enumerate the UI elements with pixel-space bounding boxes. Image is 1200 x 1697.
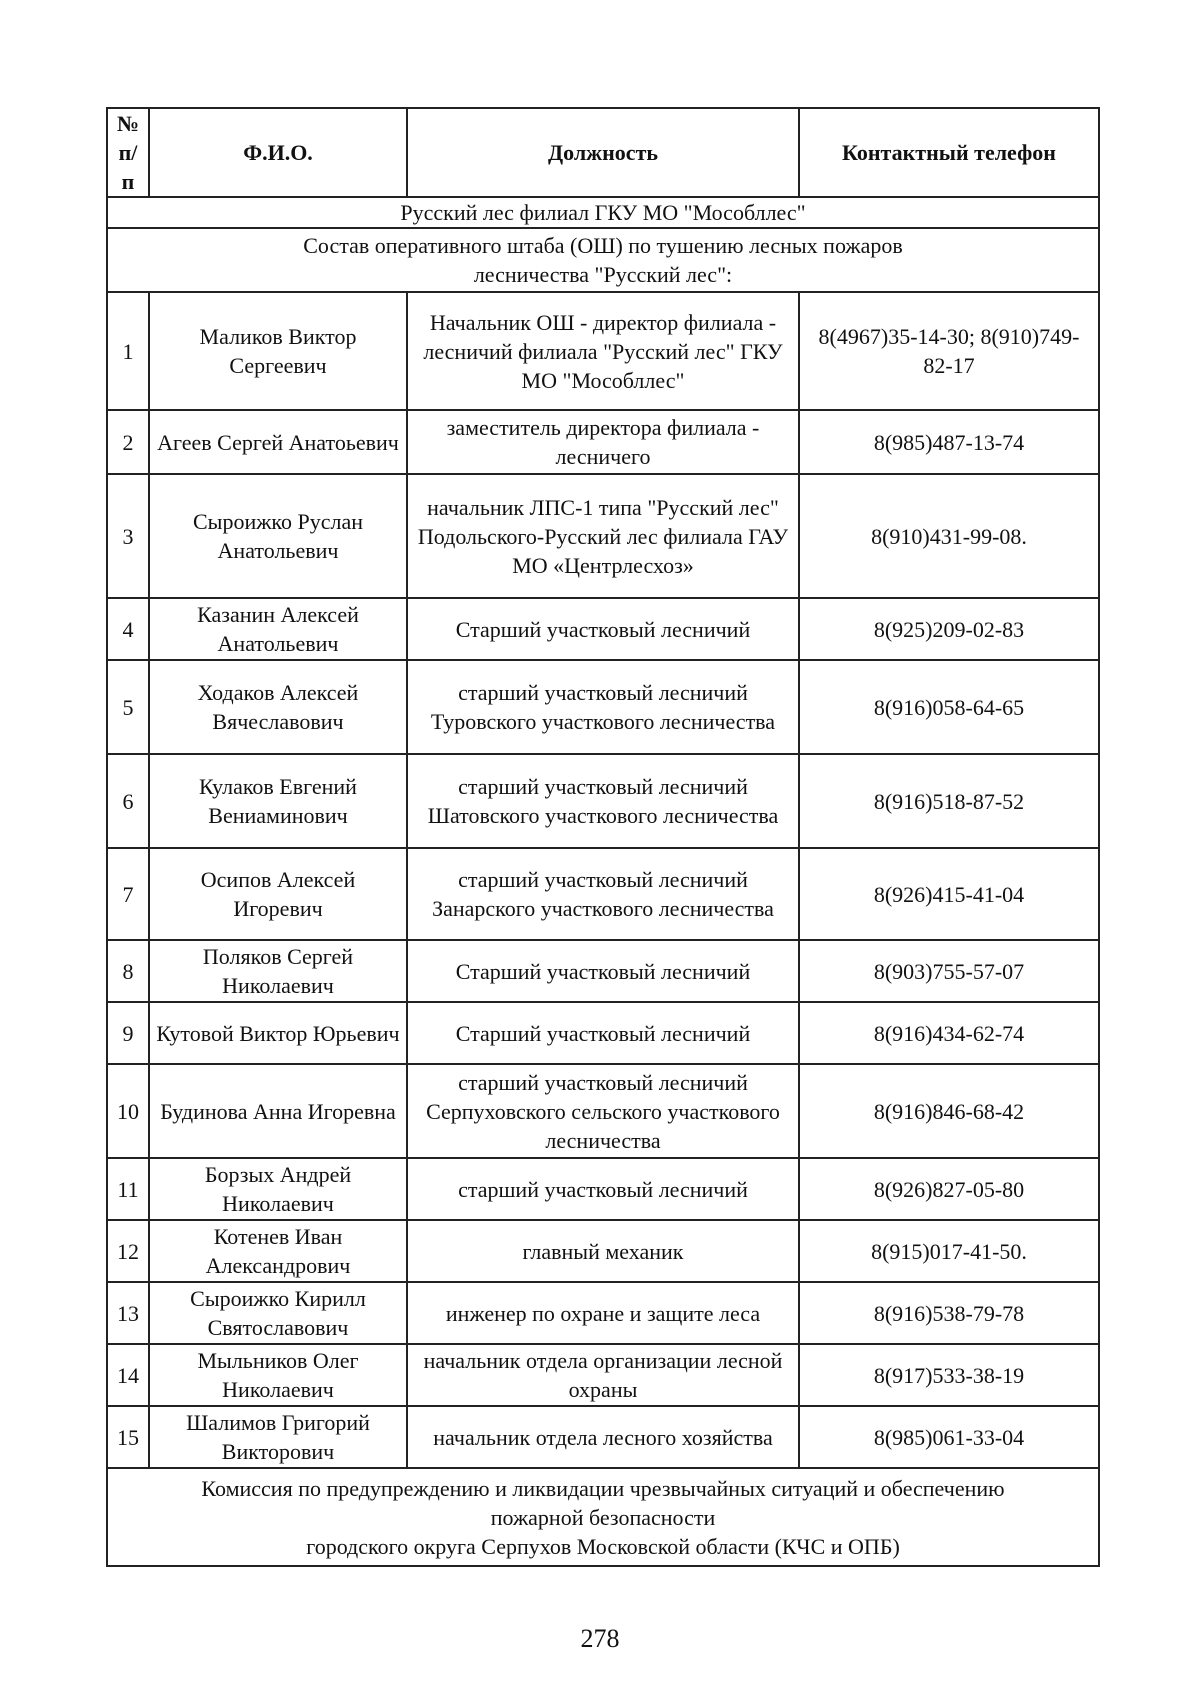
- table-row: [107, 474, 1099, 598]
- row-name: Поляков Сергей Николаевич: [149, 940, 407, 1002]
- table-row: [107, 1064, 1099, 1158]
- row-number: 6: [107, 754, 149, 848]
- row-name: Осипов Алексей Игоревич: [149, 848, 407, 940]
- row-number: 5: [107, 660, 149, 754]
- section-staff-title: [107, 228, 1099, 292]
- row-number: 3: [107, 474, 149, 598]
- table-row: [107, 660, 1099, 754]
- row-name: Агеев Сергей Анатоьевич: [149, 410, 407, 474]
- row-number: 1: [107, 292, 149, 410]
- row-name: Кулаков Евгений Вениаминович: [149, 754, 407, 848]
- row-number: 14: [107, 1344, 149, 1406]
- row-position: Начальник ОШ - директор филиала - лесничий филиала "Русский лес" ГКУ МО "Мособллес": [407, 292, 799, 410]
- table-row: [107, 1406, 1099, 1468]
- row-phone: 8(4967)35-14-30; 8(910)749-82-17: [799, 292, 1099, 410]
- row-phone: 8(916)058-64-65: [799, 660, 1099, 754]
- row-position: старший участковый лесничий Шатовского участкового лесничества: [407, 754, 799, 848]
- header-phone: Контактный телефон: [799, 108, 1099, 197]
- staff-table: [106, 107, 1100, 1567]
- table-row: [107, 598, 1099, 660]
- row-phone: 8(917)533-38-19: [799, 1344, 1099, 1406]
- header-row: [107, 108, 1099, 197]
- table-row: [107, 1002, 1099, 1064]
- section-commission-line1: Комиссия по предупреждению и ликвидации чрезвычайных ситуаций и обеспечению: [201, 1475, 1005, 1501]
- row-number: 4: [107, 598, 149, 660]
- row-number: 7: [107, 848, 149, 940]
- row-phone: 8(903)755-57-07: [799, 940, 1099, 1002]
- table-row: [107, 754, 1099, 848]
- table-row: [107, 848, 1099, 940]
- row-position: Старший участковый лесничий: [407, 598, 799, 660]
- section-staff-line1: Состав оперативного штаба (ОШ) по тушению лесных пожаров: [303, 233, 903, 258]
- row-position: Старший участковый лесничий: [407, 1002, 799, 1064]
- row-name: Казанин Алексей Анатольевич: [149, 598, 407, 660]
- table-row: [107, 1344, 1099, 1406]
- row-name: Сыроижко Кирилл Святославович: [149, 1282, 407, 1344]
- row-phone: 8(916)434-62-74: [799, 1002, 1099, 1064]
- row-position: старший участковый лесничий: [407, 1158, 799, 1220]
- row-number: 8: [107, 940, 149, 1002]
- table-row: [107, 940, 1099, 1002]
- section-branch-title: Русский лес филиал ГКУ МО "Мособллес": [107, 197, 1099, 228]
- header-num: № п/ п: [107, 108, 149, 197]
- row-phone: 8(925)209-02-83: [799, 598, 1099, 660]
- row-phone: 8(985)487-13-74: [799, 410, 1099, 474]
- row-phone: 8(910)431-99-08.: [799, 474, 1099, 598]
- row-name: Ходаков Алексей Вячеславович: [149, 660, 407, 754]
- row-number: 9: [107, 1002, 149, 1064]
- header-fio: Ф.И.О.: [149, 108, 407, 197]
- row-phone: 8(926)827-05-80: [799, 1158, 1099, 1220]
- row-number: 2: [107, 410, 149, 474]
- row-position: заместитель директора филиала - лесничего: [407, 410, 799, 474]
- table-row: [107, 1282, 1099, 1344]
- section-staff-line2: лесничества "Русский лес":: [473, 262, 733, 287]
- table-row: [107, 1158, 1099, 1220]
- table-row: [107, 292, 1099, 410]
- row-number: 11: [107, 1158, 149, 1220]
- row-phone: 8(926)415-41-04: [799, 848, 1099, 940]
- row-phone: 8(916)846-68-42: [799, 1064, 1099, 1158]
- row-phone: 8(985)061-33-04: [799, 1406, 1099, 1468]
- table-row: [107, 1220, 1099, 1282]
- row-name: Будинова Анна Игоревна: [149, 1064, 407, 1158]
- row-phone: 8(916)518-87-52: [799, 754, 1099, 848]
- row-phone: 8(915)017-41-50.: [799, 1220, 1099, 1282]
- row-name: Маликов Виктор Сергеевич: [149, 292, 407, 410]
- row-position: старший участковый лесничий Серпуховского сельского участкового лесничества: [407, 1064, 799, 1158]
- page-number: 278: [580, 1624, 620, 1653]
- row-name: Борзых Андрей Николаевич: [149, 1158, 407, 1220]
- row-number: 15: [107, 1406, 149, 1468]
- row-name: Кутовой Виктор Юрьевич: [149, 1002, 407, 1064]
- row-number: 13: [107, 1282, 149, 1344]
- row-position: начальник ЛПС-1 типа "Русский лес" Подольского-Русский лес филиала ГАУ МО «Центрлесхоз»: [407, 474, 799, 598]
- section-commission-line3: городского округа Серпухов Московской области (КЧС и ОПБ): [306, 1533, 900, 1559]
- section-commission-title: [107, 1468, 1099, 1566]
- header-position: Должность: [407, 108, 799, 197]
- row-phone: 8(916)538-79-78: [799, 1282, 1099, 1344]
- row-position: Старший участковый лесничий: [407, 940, 799, 1002]
- row-name: Котенев Иван Александрович: [149, 1220, 407, 1282]
- table-row: [107, 410, 1099, 474]
- row-position: начальник отдела организации лесной охраны: [407, 1344, 799, 1406]
- row-position: инженер по охране и защите леса: [407, 1282, 799, 1344]
- section-commission-line2: пожарной безопасности: [490, 1504, 716, 1530]
- row-number: 12: [107, 1220, 149, 1282]
- row-name: Сыроижко Руслан Анатольевич: [149, 474, 407, 598]
- row-position: главный механик: [407, 1220, 799, 1282]
- row-name: Мыльников Олег Николаевич: [149, 1344, 407, 1406]
- row-name: Шалимов Григорий Викторович: [149, 1406, 407, 1468]
- row-position: старший участковый лесничий Занарского участкового лесничества: [407, 848, 799, 940]
- row-position: начальник отдела лесного хозяйства: [407, 1406, 799, 1468]
- row-position: старший участковый лесничий Туровского участкового лесничества: [407, 660, 799, 754]
- row-number: 10: [107, 1064, 149, 1158]
